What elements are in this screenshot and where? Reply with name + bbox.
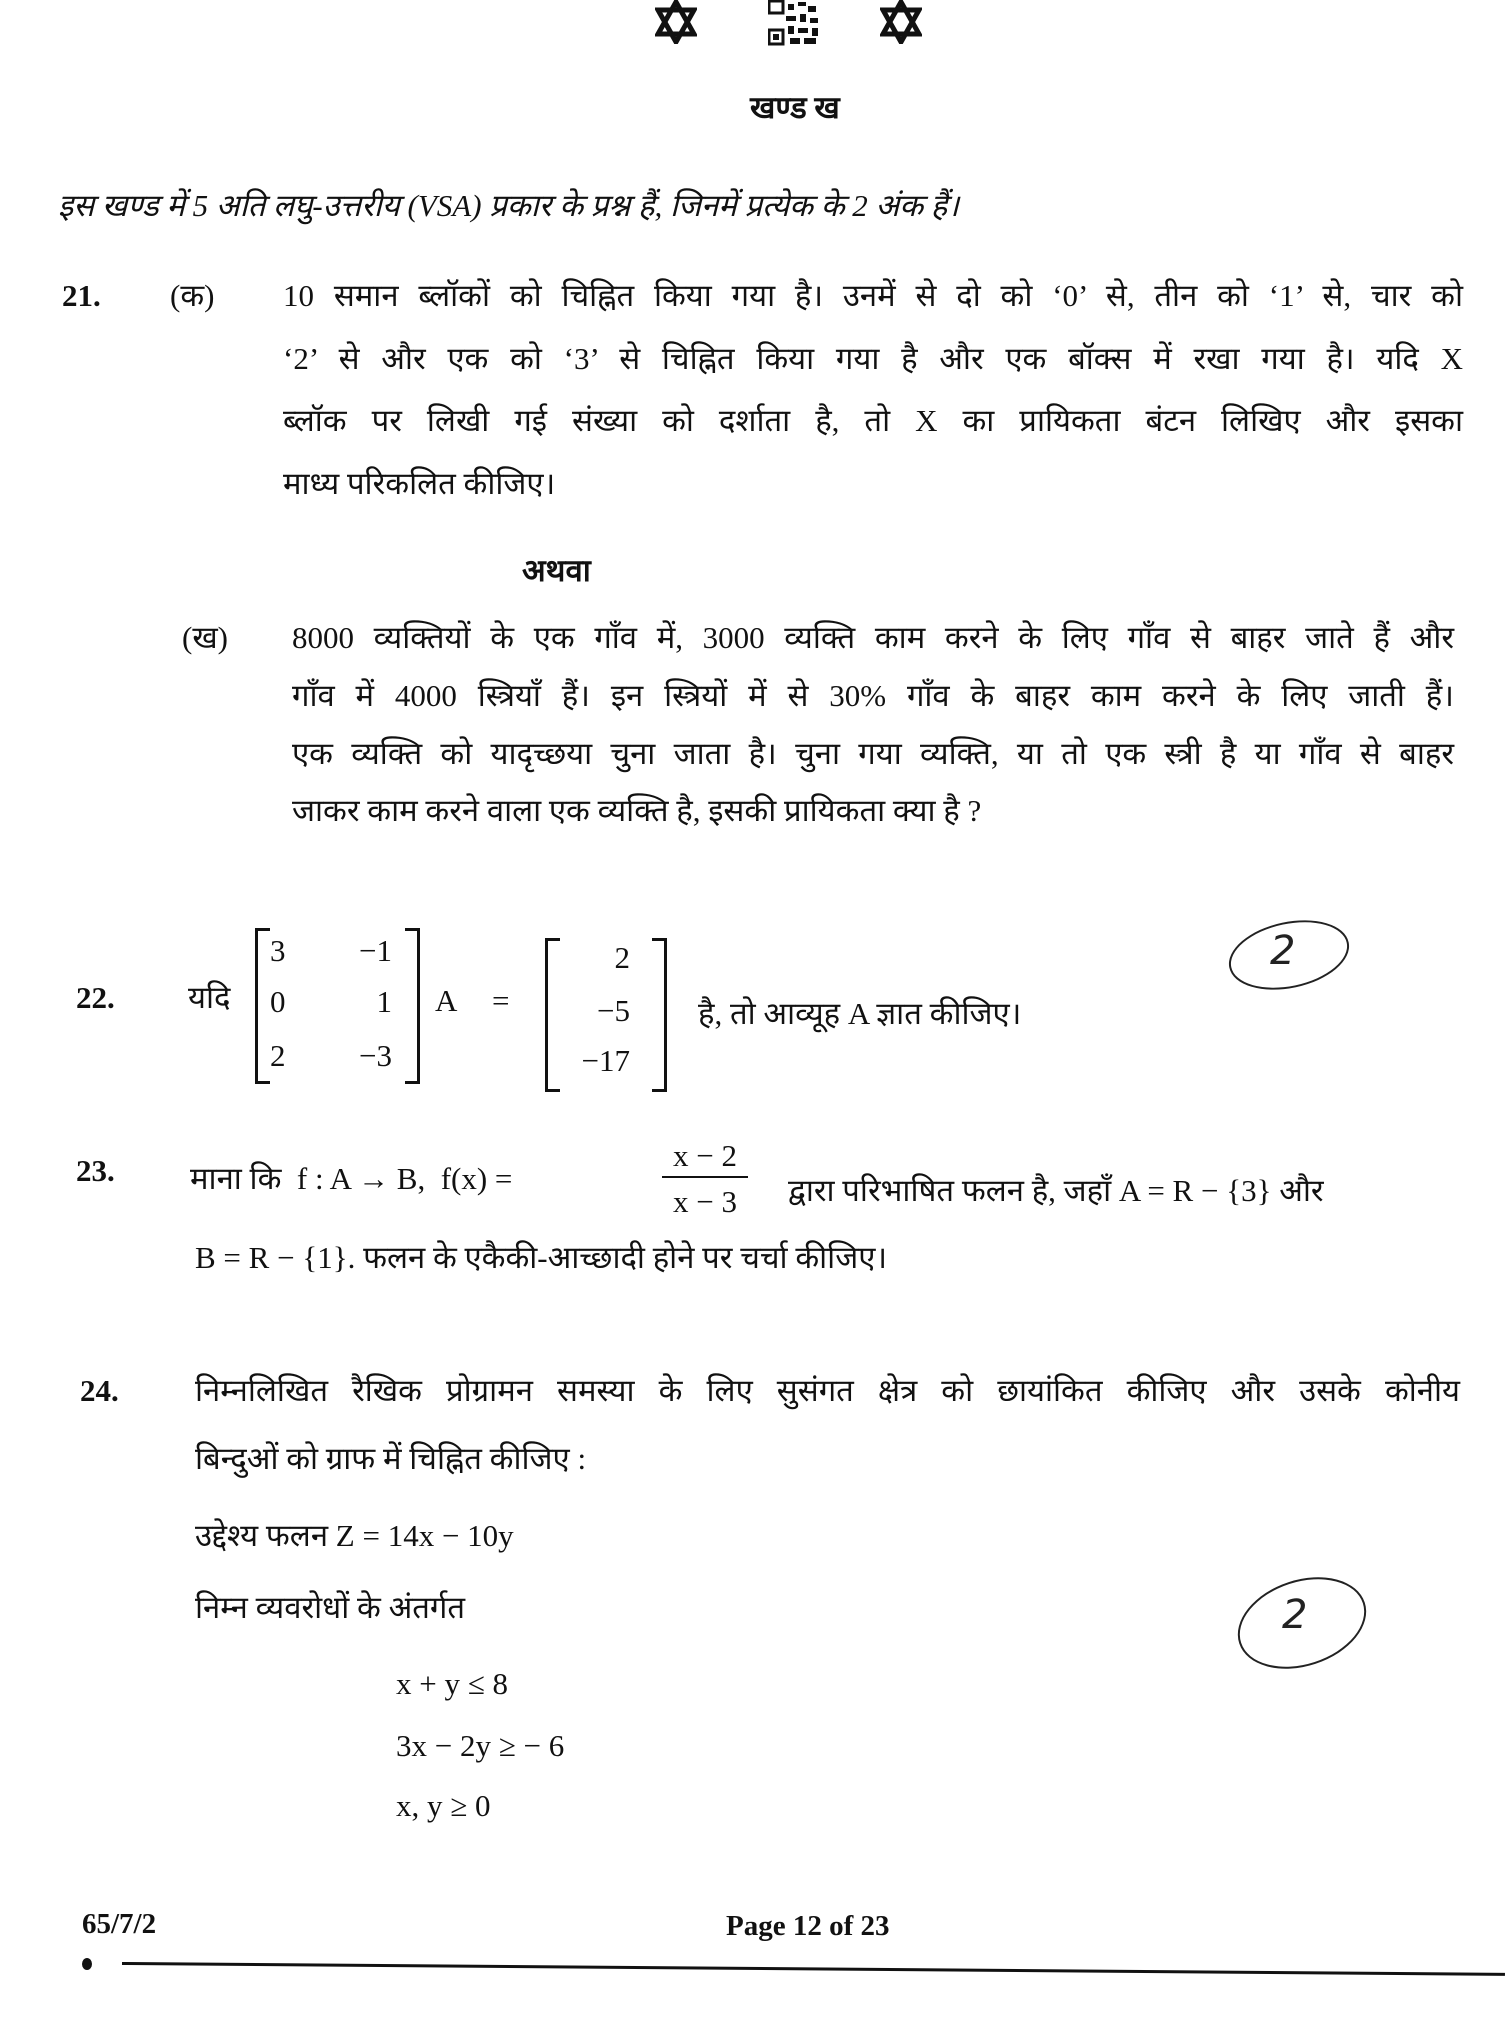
star-emblem-left	[655, 0, 697, 44]
matrix-variable: A	[435, 983, 458, 1018]
q21-part-a-line: ‘2’ से और एक को ‘3’ से चिह्नित किया गया है और एक बॉक्स में रखा गया है। यदि X	[283, 341, 1463, 376]
section-intro: इस खण्ड में 5 अति लघु-उत्तरीय (VSA) प्रकार के प्रश्न हैं, जिनमें प्रत्येक के 2 अंक हैं।	[58, 188, 959, 223]
q22-suffix: है, तो आव्यूह A ज्ञात कीजिए।	[698, 996, 1022, 1031]
q23-text-before: माना कि f : A → B, f(x) =	[190, 1161, 513, 1196]
question-number-24: 24.	[80, 1373, 119, 1408]
matrix-cell: 3	[270, 933, 286, 968]
q21-part-a-line: ब्लॉक पर लिखी गई संख्या को दर्शाता है, तो X का प्रायिकता बंटन लिखिए और इसका	[283, 403, 1463, 438]
fraction-denominator: x − 3	[673, 1184, 737, 1219]
q22-prefix: यदि	[188, 980, 231, 1015]
vector-cell: −17	[581, 1043, 630, 1078]
qr-code	[768, 0, 820, 46]
objective-function: उद्देश्य फलन Z = 14x − 10y	[195, 1518, 514, 1553]
q23-text-after: द्वारा परिभाषित फलन है, जहाँ A = R − {3} और	[788, 1173, 1324, 1208]
matrix-left-bracket	[255, 928, 270, 1084]
subject-to-label: निम्न व्यवरोधों के अंतर्गत	[195, 1590, 466, 1625]
q21-part-b-line: गाँव में 4000 स्त्रियाँ हैं। इन स्त्रियों में से 30% गाँव के बाहर काम करने के लिए जाती हैं।	[292, 678, 1454, 713]
matrix-cell: 0	[270, 984, 286, 1019]
question-number-22: 22.	[76, 980, 115, 1015]
q21-part-b-line: जाकर काम करने वाला एक व्यक्ति है, इसकी प्रायिकता क्या है ?	[292, 793, 982, 828]
q23-line-2: B = R − {1}. फलन के एकैकी-आच्छादी होने पर चर्चा कीजिए।	[195, 1240, 888, 1275]
star-emblem-right	[880, 0, 922, 44]
vector-cell: 2	[614, 940, 630, 975]
paper-code: 65/7/2	[82, 1908, 157, 1940]
or-divider: अथवा	[522, 553, 591, 588]
matrix-cell: 1	[376, 984, 392, 1019]
equals-sign: =	[492, 983, 510, 1018]
q21-part-a-label: (क)	[170, 278, 215, 313]
q21-part-a-line: माध्य परिकलित कीजिए।	[283, 466, 556, 501]
matrix-cell: 2	[270, 1038, 286, 1073]
matrix-cell: −3	[359, 1038, 392, 1073]
handwritten-mark: 2	[1270, 928, 1296, 974]
q21-part-b-line: एक व्यक्ति को यादृच्छया चुना जाता है। चुना गया व्यक्ति, या तो एक स्त्री है या गाँव से बाहर	[292, 736, 1454, 771]
q21-part-b-line: 8000 व्यक्तियों के एक गाँव में, 3000 व्यक्ति काम करने के लिए गाँव से बाहर जाते हैं और	[292, 620, 1454, 655]
footer-dot	[82, 1958, 92, 1970]
q21-part-b-label: (ख)	[182, 620, 229, 655]
matrix-cell: −1	[359, 933, 392, 968]
constraint: x + y ≤ 8	[396, 1666, 508, 1701]
footer-rule	[122, 1962, 1505, 1976]
question-number-23: 23.	[76, 1153, 115, 1188]
fraction	[662, 1140, 748, 1217]
q21-part-a-line: 10 समान ब्लॉकों को चिह्नित किया गया है। उनमें से दो को ‘0’ से, तीन को ‘1’ से, चार को	[283, 278, 1463, 313]
fraction-numerator: x − 2	[673, 1138, 737, 1173]
constraint: x, y ≥ 0	[396, 1788, 491, 1823]
q24-line: निम्नलिखित रैखिक प्रोग्रामन समस्या के लिए सुसंगत क्षेत्र को छायांकित कीजिए और उसके कोनीय	[195, 1373, 1460, 1408]
page-number: Page 12 of 23	[726, 1910, 890, 1942]
constraint: 3x − 2y ≥ − 6	[396, 1728, 565, 1763]
matrix-right-bracket	[405, 928, 420, 1084]
question-number-21: 21.	[62, 278, 101, 313]
vector-cell: −5	[597, 993, 630, 1028]
handwritten-mark: 2	[1282, 1592, 1308, 1638]
vector-right-bracket	[652, 938, 667, 1092]
section-title: खण्ड ख	[750, 90, 840, 125]
q24-line: बिन्दुओं को ग्राफ में चिह्नित कीजिए :	[195, 1441, 587, 1476]
